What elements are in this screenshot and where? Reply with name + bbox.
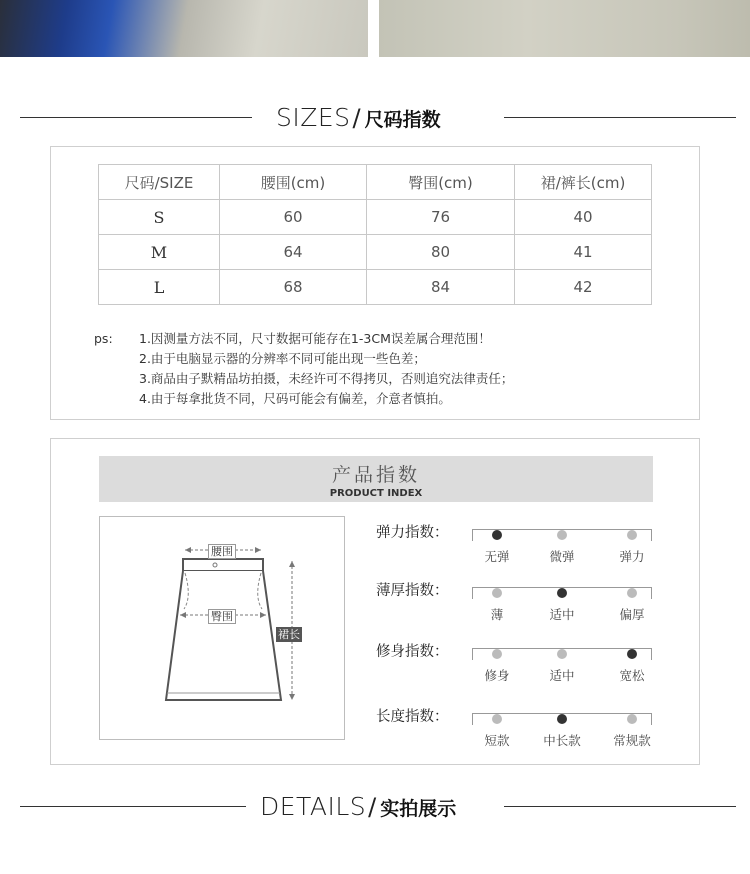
product-index-box <box>50 438 700 765</box>
index-option: 短款 <box>484 733 510 748</box>
index-label: 薄厚指数： <box>376 583 449 599</box>
track-tick <box>472 588 473 599</box>
details-title-cn: 实拍展示 <box>380 798 457 820</box>
index-dot <box>492 530 502 540</box>
index-label: 长度指数： <box>376 709 449 725</box>
table-cell: 40 <box>515 200 652 235</box>
index-option: 适中 <box>549 607 575 622</box>
skirt-diagram <box>99 516 345 740</box>
index-option: 微弹 <box>549 549 575 564</box>
index-track <box>472 713 652 748</box>
size-table <box>98 164 652 305</box>
table-cell: 60 <box>220 200 367 235</box>
track-tick <box>651 714 652 725</box>
index-row-thickness <box>376 581 656 621</box>
table-cell: 76 <box>367 200 515 235</box>
index-row-elasticity <box>376 523 656 563</box>
notes-list <box>139 329 513 409</box>
details-title-en: DETAILS <box>260 792 367 821</box>
title-slash: / <box>368 793 377 821</box>
table-cell: 68 <box>220 270 367 305</box>
details-title <box>260 789 456 825</box>
index-row-fit <box>376 642 656 682</box>
index-dot <box>492 649 502 659</box>
table-row <box>99 200 652 235</box>
index-dot <box>557 649 567 659</box>
table-header-cell: 裙/裤长(cm) <box>515 165 652 200</box>
size-chart-box <box>50 146 700 420</box>
table-row <box>99 235 652 270</box>
size-cell: L <box>99 270 220 305</box>
table-header-row <box>99 165 652 200</box>
track-tick <box>651 588 652 599</box>
index-track <box>472 648 652 683</box>
table-cell: 64 <box>220 235 367 270</box>
product-index-title-en: PRODUCT INDEX <box>329 488 423 499</box>
note-item: 2.由于电脑显示器的分辨率不同可能出现一些色差； <box>139 351 426 366</box>
title-slash: / <box>352 104 361 132</box>
index-option: 常规款 <box>613 733 651 748</box>
sizes-title-cn: 尺码指数 <box>364 109 441 131</box>
index-track <box>472 587 652 622</box>
divider-line <box>20 117 252 118</box>
size-cell: S <box>99 200 220 235</box>
size-cell: M <box>99 235 220 270</box>
table-cell: 41 <box>515 235 652 270</box>
index-label: 修身指数： <box>376 644 449 660</box>
table-cell: 84 <box>367 270 515 305</box>
index-row-length <box>376 707 656 747</box>
index-option: 偏厚 <box>619 607 645 622</box>
details-section-header <box>0 789 750 825</box>
divider-line <box>504 806 736 807</box>
index-option: 宽松 <box>619 668 645 683</box>
waist-label: 腰围 <box>208 544 236 559</box>
divider-line <box>20 806 246 807</box>
table-header-cell: 尺码/SIZE <box>99 165 220 200</box>
table-header-cell: 腰围(cm) <box>220 165 367 200</box>
track-tick <box>651 530 652 541</box>
note-item: 4.由于每拿批货不同，尺码可能会有偏差，介意者慎拍。 <box>139 391 451 406</box>
index-dot <box>557 530 567 540</box>
index-dot <box>557 714 567 724</box>
index-option: 中长款 <box>543 733 581 748</box>
table-cell: 42 <box>515 270 652 305</box>
index-dot <box>627 714 637 724</box>
index-dot <box>627 649 637 659</box>
note-item: 3.商品由子默精品坊拍摄，未经许可不得拷贝，否则追究法律责任； <box>139 371 514 386</box>
index-option: 修身 <box>484 668 510 683</box>
table-row <box>99 270 652 305</box>
note-item: 1.因测量方法不同，尺寸数据可能存在1-3CM误差属合理范围！ <box>139 331 491 346</box>
index-dot <box>492 588 502 598</box>
track-tick <box>472 714 473 725</box>
index-option: 薄 <box>490 607 504 622</box>
index-option: 适中 <box>549 668 575 683</box>
product-photo-right <box>379 0 750 57</box>
index-dot <box>492 714 502 724</box>
index-label: 弹力指数： <box>376 525 449 541</box>
index-dot <box>557 588 567 598</box>
table-cell: 80 <box>367 235 515 270</box>
track-tick <box>472 530 473 541</box>
sizes-title-en: SIZES <box>276 103 351 132</box>
hip-label: 臀围 <box>208 609 236 624</box>
sizes-section-header <box>0 100 750 136</box>
sizes-title <box>276 100 441 136</box>
product-index-title-cn: 产品指数 <box>331 464 420 486</box>
track-tick <box>472 649 473 660</box>
divider-line <box>504 117 736 118</box>
index-dot <box>627 530 637 540</box>
track-tick <box>651 649 652 660</box>
notes-prefix: ps: <box>94 331 113 346</box>
index-option: 弹力 <box>619 549 645 564</box>
product-photo-left <box>0 0 368 57</box>
length-label: 裙长 <box>278 628 300 641</box>
index-dot <box>627 588 637 598</box>
index-option: 无弹 <box>484 549 510 564</box>
table-header-cell: 臀围(cm) <box>367 165 515 200</box>
product-index-banner <box>99 456 653 502</box>
index-track <box>472 529 652 564</box>
